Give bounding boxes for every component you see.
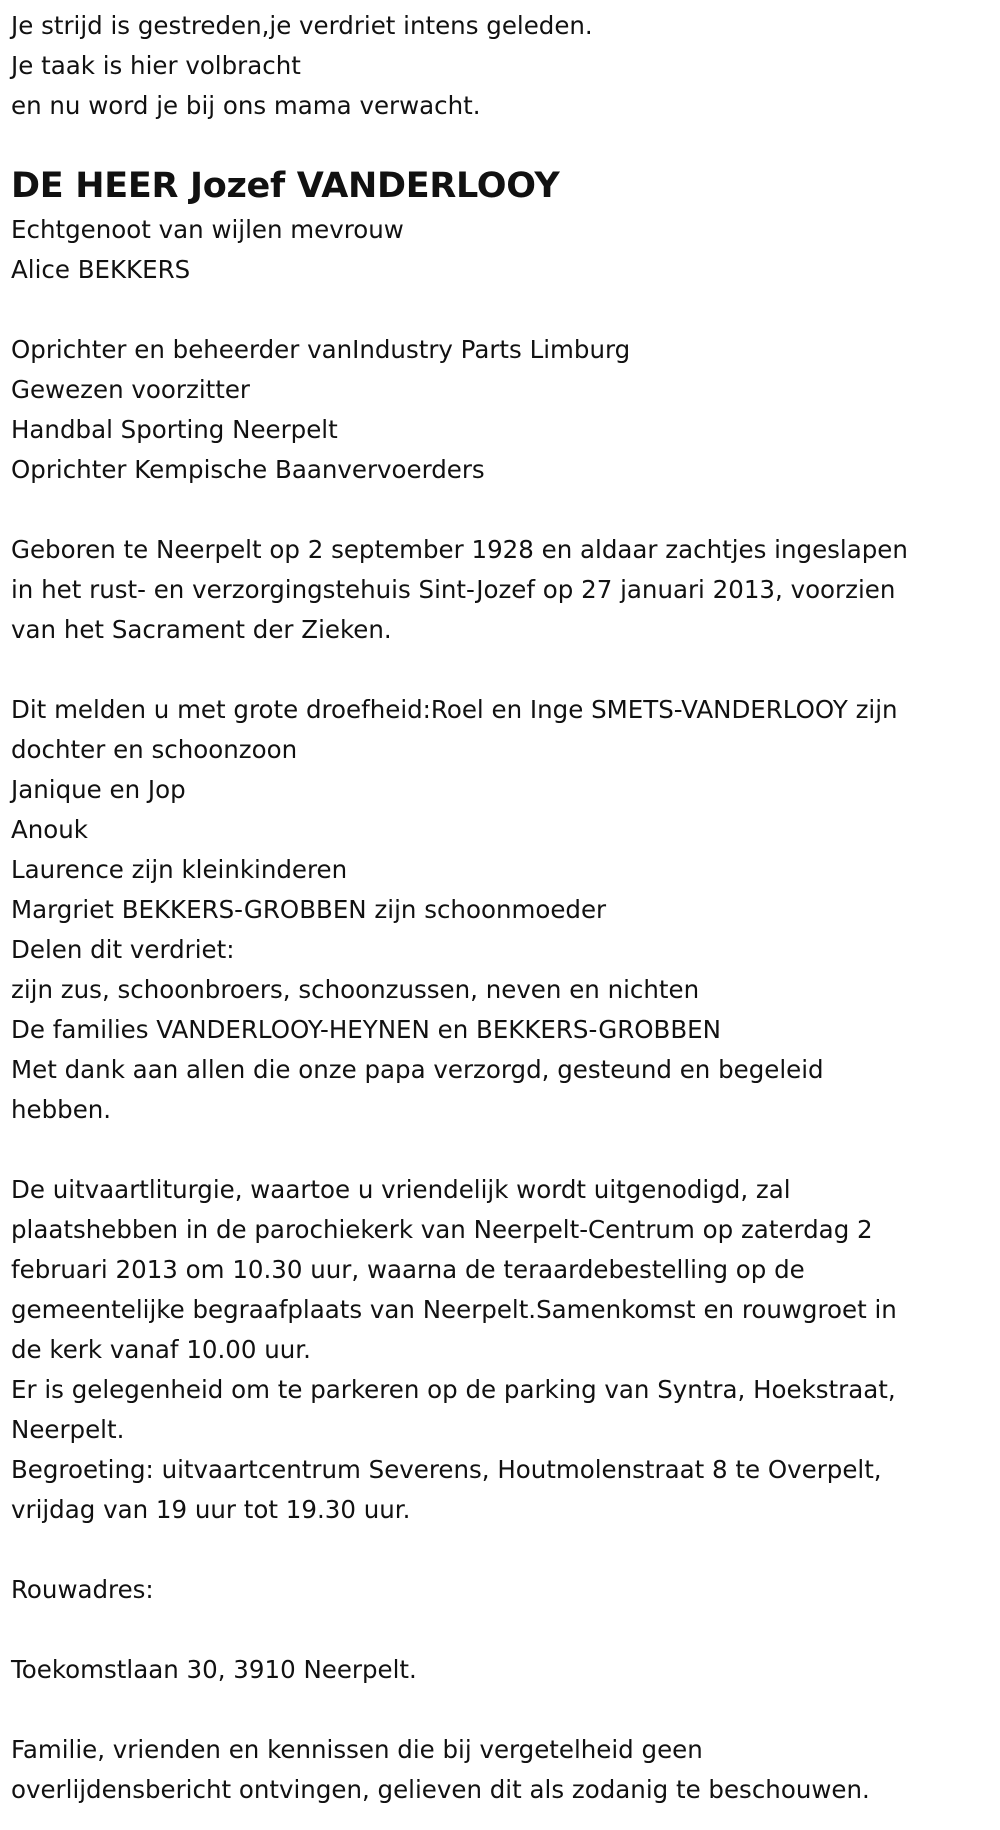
role-line: Gewezen voorzitter bbox=[11, 375, 250, 404]
family-line: De families VANDERLOOY-HEYNEN en BEKKERS-GROBBEN bbox=[11, 1015, 721, 1044]
poem-line: en nu word je bij ons mama verwacht. bbox=[11, 91, 481, 120]
family-line: Anouk bbox=[11, 815, 88, 844]
funeral-line: vrijdag van 19 uur tot 19.30 uur. bbox=[11, 1495, 411, 1524]
mourning-address-block bbox=[11, 1650, 996, 1690]
birth-death-block bbox=[11, 530, 996, 650]
family-line: zijn zus, schoonbroers, schoonzussen, neven en nichten bbox=[11, 975, 700, 1004]
spouse-line: Echtgenoot van wijlen mevrouw bbox=[11, 215, 404, 244]
funeral-line: Neerpelt. bbox=[11, 1415, 125, 1444]
family-line: Laurence zijn kleinkinderen bbox=[11, 855, 348, 884]
birth-death-line: van het Sacrament der Zieken. bbox=[11, 615, 392, 644]
funeral-line: Er is gelegenheid om te parkeren op de parking van Syntra, Hoekstraat, bbox=[11, 1375, 896, 1404]
birth-death-line: in het rust- en verzorgingstehuis Sint-Jozef op 27 januari 2013, voorzien bbox=[11, 575, 896, 604]
mourning-address-label-block bbox=[11, 1570, 996, 1610]
mourning-address: Toekomstlaan 30, 3910 Neerpelt. bbox=[11, 1655, 417, 1684]
family-block bbox=[11, 690, 996, 1130]
family-line: Dit melden u met grote droefheid:Roel en Inge SMETS-VANDERLOOY zijn bbox=[11, 695, 898, 724]
role-line: Oprichter en beheerder vanIndustry Parts Limburg bbox=[11, 335, 631, 364]
family-line: dochter en schoonzoon bbox=[11, 735, 298, 764]
poem bbox=[11, 6, 996, 126]
family-line: Margriet BEKKERS-GROBBEN zijn schoonmoeder bbox=[11, 895, 607, 924]
birth-death-line: Geboren te Neerpelt op 2 september 1928 en aldaar zachtjes ingeslapen bbox=[11, 535, 908, 564]
role-line: Oprichter Kempische Baanvervoerders bbox=[11, 455, 485, 484]
deceased-name-title: DE HEER Jozef VANDERLOOY bbox=[11, 166, 560, 206]
funeral-block bbox=[11, 1170, 996, 1530]
family-line: hebben. bbox=[11, 1095, 112, 1124]
closing-line: Familie, vrienden en kennissen die bij vergetelheid geen bbox=[11, 1735, 703, 1764]
mourning-address-label: Rouwadres: bbox=[11, 1575, 154, 1604]
spouse-name: Alice BEKKERS bbox=[11, 255, 191, 284]
funeral-line: De uitvaartliturgie, waartoe u vriendelijk wordt uitgenodigd, zal bbox=[11, 1175, 791, 1204]
family-line: Delen dit verdriet: bbox=[11, 935, 235, 964]
deceased-block bbox=[11, 160, 996, 290]
role-line: Handbal Sporting Neerpelt bbox=[11, 415, 338, 444]
closing-line: overlijdensbericht ontvingen, gelieven dit als zodanig te beschouwen. bbox=[11, 1775, 870, 1804]
roles-block bbox=[11, 330, 996, 490]
funeral-line: de kerk vanaf 10.00 uur. bbox=[11, 1335, 311, 1364]
poem-line: Je taak is hier volbracht bbox=[11, 51, 301, 80]
funeral-line: Begroeting: uitvaartcentrum Severens, Houtmolenstraat 8 te Overpelt, bbox=[11, 1455, 882, 1484]
poem-line: Je strijd is gestreden,je verdriet intens geleden. bbox=[11, 11, 593, 40]
funeral-line: gemeentelijke begraafplaats van Neerpelt.Samenkomst en rouwgroet in bbox=[11, 1295, 897, 1324]
closing-block bbox=[11, 1730, 996, 1810]
family-line: Janique en Jop bbox=[11, 775, 186, 804]
funeral-line: plaatshebben in de parochiekerk van Neerpelt-Centrum op zaterdag 2 bbox=[11, 1215, 873, 1244]
family-line: Met dank aan allen die onze papa verzorgd, gesteund en begeleid bbox=[11, 1055, 824, 1084]
funeral-line: februari 2013 om 10.30 uur, waarna de teraardebestelling op de bbox=[11, 1255, 805, 1284]
